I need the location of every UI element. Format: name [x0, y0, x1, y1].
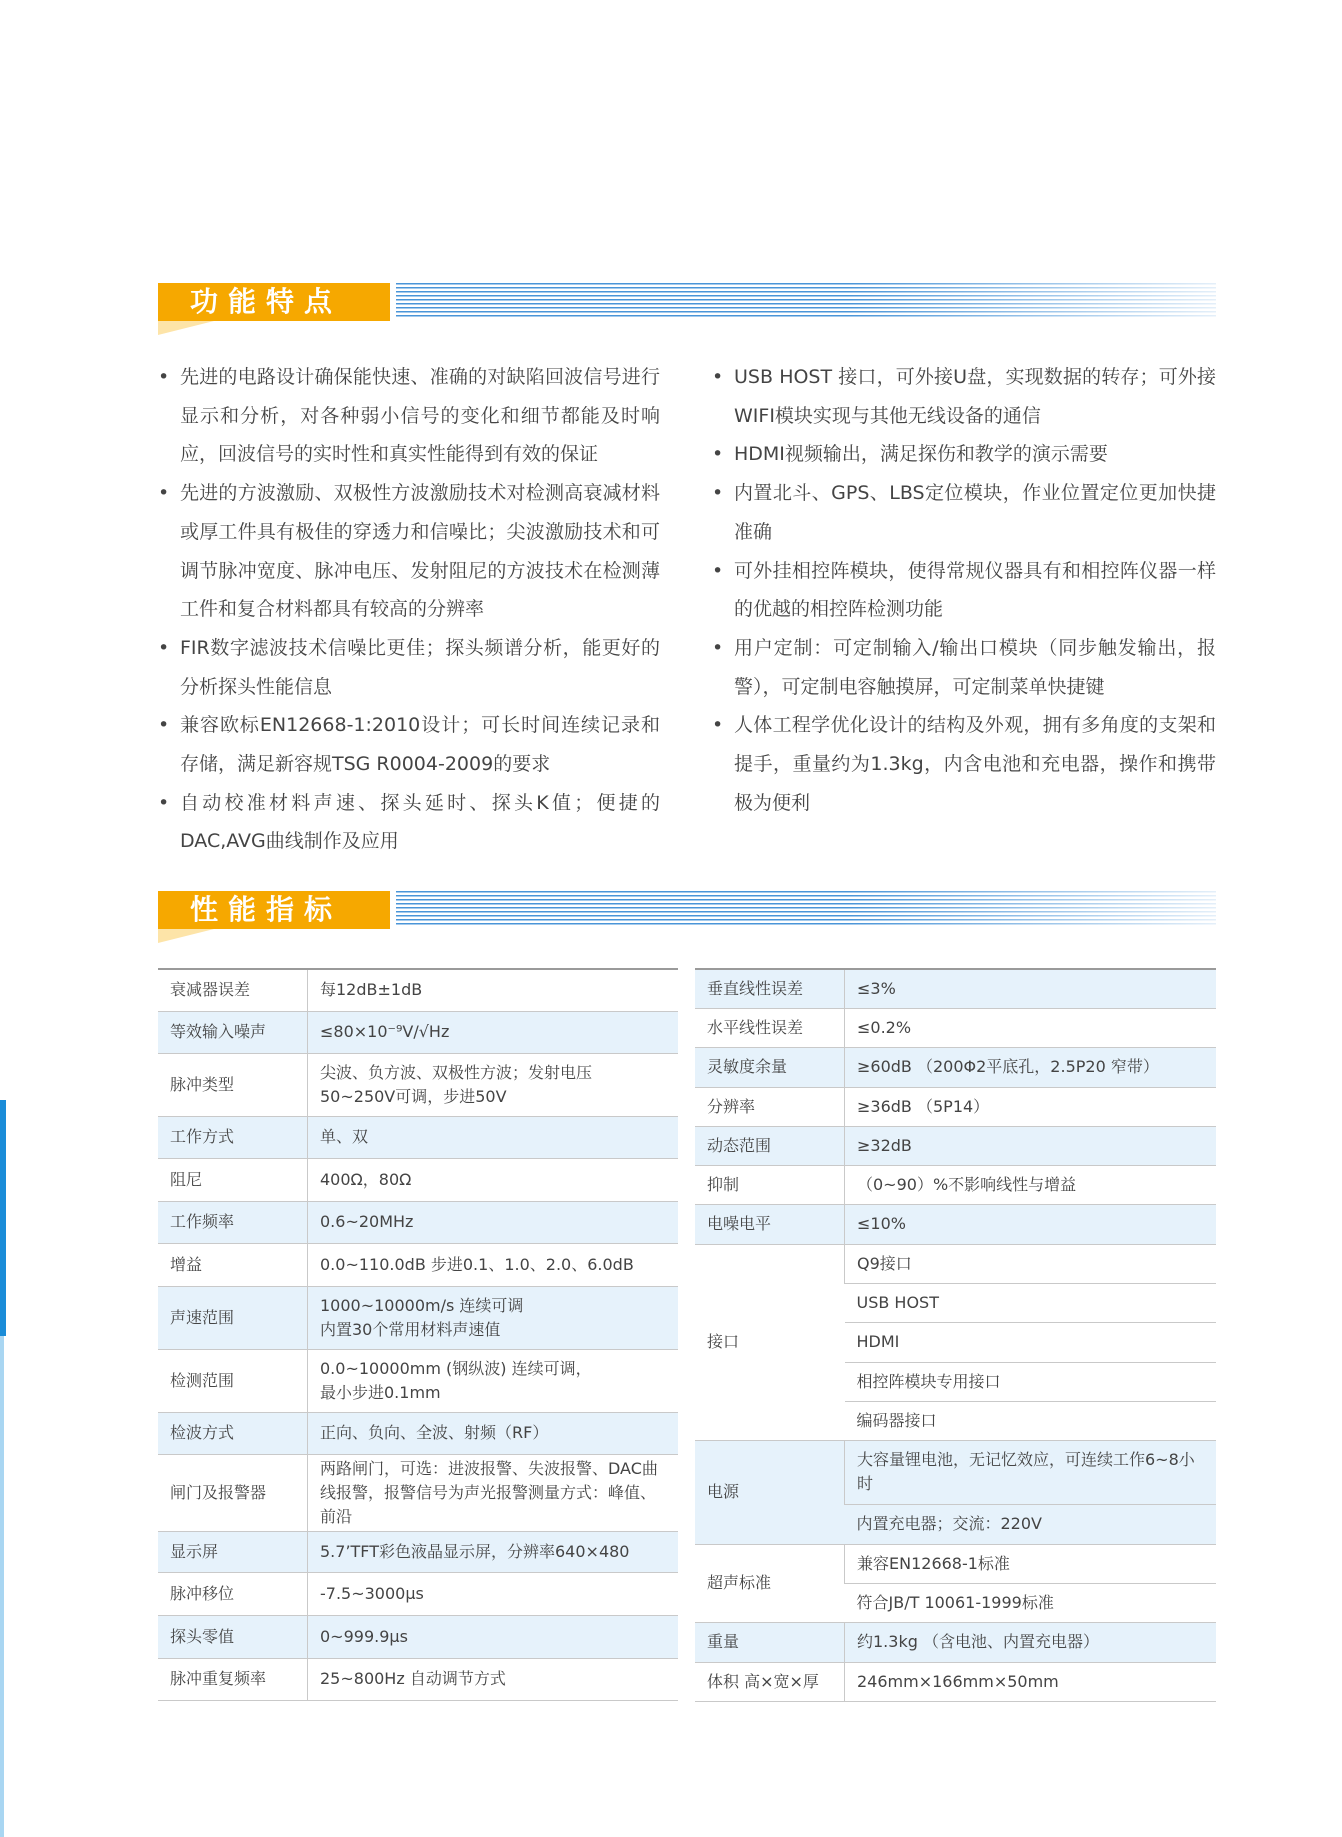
feature-item: • FIR数字滤波技术信噪比更佳；探头频谱分析，能更好的分析探头性能信息	[158, 629, 660, 706]
table-row	[695, 1165, 1216, 1204]
spec-table-left	[158, 968, 678, 1701]
feature-item: • 兼容欧标EN12668-1:2010设计；可长时间连续记录和存储，满足新容规TSG R0004-2009的要求	[158, 706, 660, 783]
features-section-header	[158, 283, 1216, 343]
spec-label: 检波方式	[158, 1412, 308, 1454]
specs-section-header	[158, 891, 1216, 951]
spec-value: -7.5~3000μs	[308, 1572, 679, 1615]
header-stripes-decoration	[396, 891, 1216, 927]
spec-label: 重量	[695, 1622, 845, 1662]
spec-label: 闸门及报警器	[158, 1454, 308, 1531]
feature-item: • 人体工程学优化设计的结构及外观，拥有多角度的支架和提手，重量约为1.3kg，内含电池和充电器，操作和携带极为便利	[712, 706, 1216, 822]
table-row	[158, 1243, 678, 1286]
feature-item: • 可外挂相控阵模块，使得常规仪器具有和相控阵仪器一样的优越的相控阵检测功能	[712, 552, 1216, 629]
spec-label: 超声标准	[695, 1544, 845, 1622]
edge-accent-bar-light	[0, 1336, 4, 1837]
spec-value: 0.6~20MHz	[308, 1201, 679, 1243]
spec-label: 脉冲移位	[158, 1572, 308, 1615]
table-row	[158, 1615, 678, 1658]
spec-value: 25~800Hz 自动调节方式	[308, 1658, 679, 1700]
table-row	[158, 1201, 678, 1243]
spec-value: 兼容EN12668-1标准	[845, 1544, 1217, 1583]
table-row	[695, 969, 1216, 1008]
table-row	[158, 1658, 678, 1700]
table-row	[695, 1087, 1216, 1126]
feature-item: • USB HOST 接口，可外接U盘，实现数据的转存；可外接WIFI模块实现与其他无线设备的通信	[712, 358, 1216, 435]
spec-label: 电源	[695, 1440, 845, 1544]
table-row	[158, 1286, 678, 1349]
table-row	[695, 1126, 1216, 1165]
table-row	[695, 1008, 1216, 1047]
spec-value: ≤10%	[845, 1204, 1217, 1244]
spec-value: Q9接口	[845, 1244, 1217, 1283]
table-row	[695, 1244, 1216, 1283]
spec-value: （0~90）%不影响线性与增益	[845, 1165, 1217, 1204]
table-row	[158, 1158, 678, 1201]
spec-label: 抑制	[695, 1165, 845, 1204]
feature-item: • 内置北斗、GPS、LBS定位模块，作业位置定位更加快捷准确	[712, 474, 1216, 551]
spec-value: 0.0~10000mm (钢纵波) 连续可调， 最小步进0.1mm	[308, 1349, 679, 1412]
feature-item: • HDMI视频输出，满足探伤和教学的演示需要	[712, 435, 1216, 474]
table-row	[158, 1349, 678, 1412]
spec-label: 灵敏度余量	[695, 1047, 845, 1087]
spec-label: 分辨率	[695, 1087, 845, 1126]
table-row	[158, 1572, 678, 1615]
specs-section-title: 性能指标	[158, 891, 390, 929]
spec-value: USB HOST	[845, 1283, 1217, 1322]
spec-value: ≥32dB	[845, 1126, 1217, 1165]
spec-value: 400Ω，80Ω	[308, 1158, 679, 1201]
spec-label: 水平线性误差	[695, 1008, 845, 1047]
header-tail-decoration	[158, 929, 214, 943]
spec-value: 符合JB/T 10061-1999标准	[845, 1583, 1217, 1622]
spec-value: 每12dB±1dB	[308, 969, 679, 1011]
table-row	[695, 1204, 1216, 1244]
feature-item: • 先进的方波激励、双极性方波激励技术对检测高衰减材料或厚工件具有极佳的穿透力和信噪比；尖波激励技术和可调节脉冲宽度、脉冲电压、发射阻尼的方波技术在检测薄工件和复合材料都具有较高的分辨率	[158, 474, 660, 629]
spec-label: 工作频率	[158, 1201, 308, 1243]
feature-item: • 用户定制：可定制输入/输出口模块（同步触发输出，报警），可定制电容触摸屏，可定制菜单快捷键	[712, 629, 1216, 706]
spec-label: 检测范围	[158, 1349, 308, 1412]
table-row	[695, 1544, 1216, 1583]
spec-value: 1000~10000m/s 连续可调 内置30个常用材料声速值	[308, 1286, 679, 1349]
spec-value: 单、双	[308, 1116, 679, 1158]
table-row	[158, 1116, 678, 1158]
spec-value: 0.0~110.0dB 步进0.1、1.0、2.0、6.0dB	[308, 1243, 679, 1286]
spec-label: 脉冲类型	[158, 1053, 308, 1116]
feature-item: • 自动校准材料声速、探头延时、探头K值；便捷的DAC,AVG曲线制作及应用	[158, 784, 660, 861]
spec-label: 工作方式	[158, 1116, 308, 1158]
spec-value: ≥60dB （200Φ2平底孔，2.5P20 窄带）	[845, 1047, 1217, 1087]
features-section-title: 功能特点	[158, 283, 390, 321]
spec-label: 等效输入噪声	[158, 1011, 308, 1053]
features-list-right	[712, 358, 1216, 822]
table-row	[695, 1440, 1216, 1504]
table-row	[158, 969, 678, 1011]
spec-label: 阻尼	[158, 1158, 308, 1201]
spec-label: 脉冲重复频率	[158, 1658, 308, 1700]
spec-value: 5.7’TFT彩色液晶显示屏，分辨率640×480	[308, 1531, 679, 1572]
spec-label: 探头零值	[158, 1615, 308, 1658]
features-list-left	[158, 358, 660, 861]
spec-label: 显示屏	[158, 1531, 308, 1572]
table-row	[158, 1412, 678, 1454]
spec-value: 两路闸门，可选：进波报警、失波报警、DAC曲线报警，报警信号为声光报警测量方式：峰值、前沿	[308, 1454, 679, 1531]
spec-label: 增益	[158, 1243, 308, 1286]
spec-value: ≥36dB （5P14）	[845, 1087, 1217, 1126]
spec-label: 声速范围	[158, 1286, 308, 1349]
spec-label: 垂直线性误差	[695, 969, 845, 1008]
table-row	[695, 1622, 1216, 1662]
table-row	[158, 1531, 678, 1572]
edge-accent-bar	[0, 1100, 6, 1336]
spec-value: 正向、负向、全波、射频（RF）	[308, 1412, 679, 1454]
spec-value: 大容量锂电池，无记忆效应，可连续工作6~8小时	[845, 1440, 1217, 1504]
table-row	[695, 1662, 1216, 1701]
table-row	[695, 1047, 1216, 1087]
spec-label: 电噪电平	[695, 1204, 845, 1244]
spec-value: 约1.3kg （含电池、内置充电器）	[845, 1622, 1217, 1662]
spec-label: 接口	[695, 1244, 845, 1440]
spec-value: 尖波、负方波、双极性方波；发射电压 50~250V可调，步进50V	[308, 1053, 679, 1116]
spec-value: HDMI	[845, 1322, 1217, 1362]
spec-label: 动态范围	[695, 1126, 845, 1165]
spec-value: ≤0.2%	[845, 1008, 1217, 1047]
table-row	[158, 1011, 678, 1053]
spec-value: 0~999.9μs	[308, 1615, 679, 1658]
spec-value: 246mm×166mm×50mm	[845, 1662, 1217, 1701]
header-stripes-decoration	[396, 283, 1216, 319]
spec-label: 体积 高×宽×厚	[695, 1662, 845, 1701]
header-tail-decoration	[158, 321, 214, 335]
table-row	[158, 1454, 678, 1531]
spec-value: ≤80×10⁻⁹V/√Hz	[308, 1011, 679, 1053]
table-row	[158, 1053, 678, 1116]
spec-table-right	[695, 968, 1216, 1702]
spec-value: 编码器接口	[845, 1401, 1217, 1440]
spec-value: ≤3%	[845, 969, 1217, 1008]
spec-value: 相控阵模块专用接口	[845, 1362, 1217, 1401]
feature-item: • 先进的电路设计确保能快速、准确的对缺陷回波信号进行显示和分析，对各种弱小信号的变化和细节都能及时响应，回波信号的实时性和真实性能得到有效的保证	[158, 358, 660, 474]
spec-label: 衰减器误差	[158, 969, 308, 1011]
spec-value: 内置充电器；交流：220V	[845, 1504, 1217, 1544]
